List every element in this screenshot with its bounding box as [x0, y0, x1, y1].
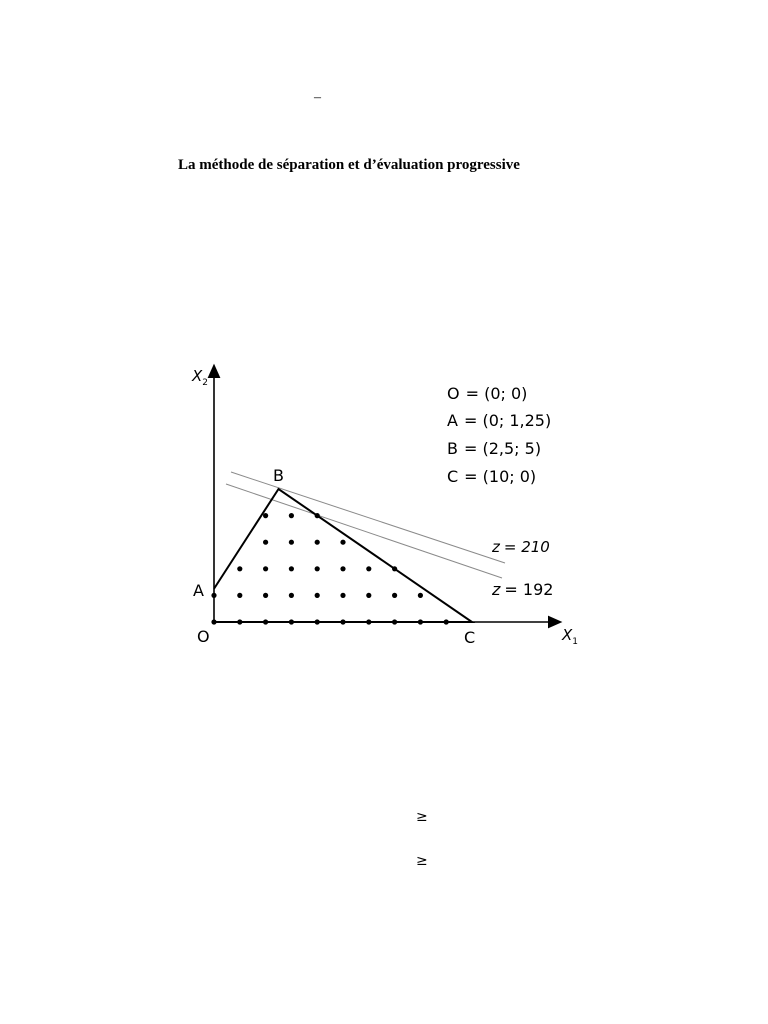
lattice-point: [237, 619, 242, 624]
lattice-point: [263, 566, 268, 571]
lattice-point: [263, 513, 268, 518]
lattice-point: [237, 566, 242, 571]
lattice-point: [289, 566, 294, 571]
legend-c: C = (10; 0): [447, 467, 537, 486]
lattice-point: [289, 593, 294, 598]
z-192-label: z = 192: [492, 580, 554, 599]
lattice-point: [315, 566, 320, 571]
lattice-point: [418, 593, 423, 598]
lattice-point: [392, 619, 397, 624]
lattice-point: [237, 593, 242, 598]
greater-equal-symbol: ≥: [416, 853, 428, 869]
lattice-point: [418, 619, 423, 624]
lattice-point: [263, 619, 268, 624]
lattice-point: [289, 619, 294, 624]
page-heading: La méthode de séparation et d’évaluation progressive: [178, 157, 520, 173]
lattice-point: [315, 513, 320, 518]
integer-points: [211, 513, 448, 625]
lattice-point: [366, 593, 371, 598]
legend-b: B = (2,5; 5): [447, 439, 542, 458]
lattice-point: [392, 566, 397, 571]
lattice-point: [289, 540, 294, 545]
lattice-point: [263, 540, 268, 545]
greater-equal-symbol: ≥: [416, 809, 428, 825]
x2-axis-label: $X_2$: [192, 367, 209, 388]
lattice-point: [340, 593, 345, 598]
lattice-point: [315, 593, 320, 598]
lattice-point: [263, 593, 268, 598]
lattice-point: [392, 593, 397, 598]
lattice-point: [366, 619, 371, 624]
lattice-point: [315, 619, 320, 624]
x1-axis-label: $X_1$: [562, 626, 579, 647]
lattice-point: [340, 540, 345, 545]
lattice-point: [211, 593, 216, 598]
legend-a: A = (0; 1,25): [447, 411, 552, 430]
point-a-label: A: [193, 581, 204, 600]
lattice-point: [289, 513, 294, 518]
point-b-label: B: [273, 466, 284, 485]
lattice-point: [366, 566, 371, 571]
point-c-label: C: [464, 628, 476, 647]
coordinates-legend: [447, 384, 551, 486]
lattice-point: [340, 566, 345, 571]
legend-o: O = (0; 0): [447, 384, 528, 403]
z-line-192: [226, 484, 502, 578]
point-o-label: O: [197, 627, 210, 646]
lattice-point: [340, 619, 345, 624]
lattice-point: [211, 619, 216, 624]
dash-mark: –: [314, 90, 321, 105]
lattice-point: [315, 540, 320, 545]
z-210-label: z = 210: [492, 538, 550, 556]
lattice-point: [444, 619, 449, 624]
